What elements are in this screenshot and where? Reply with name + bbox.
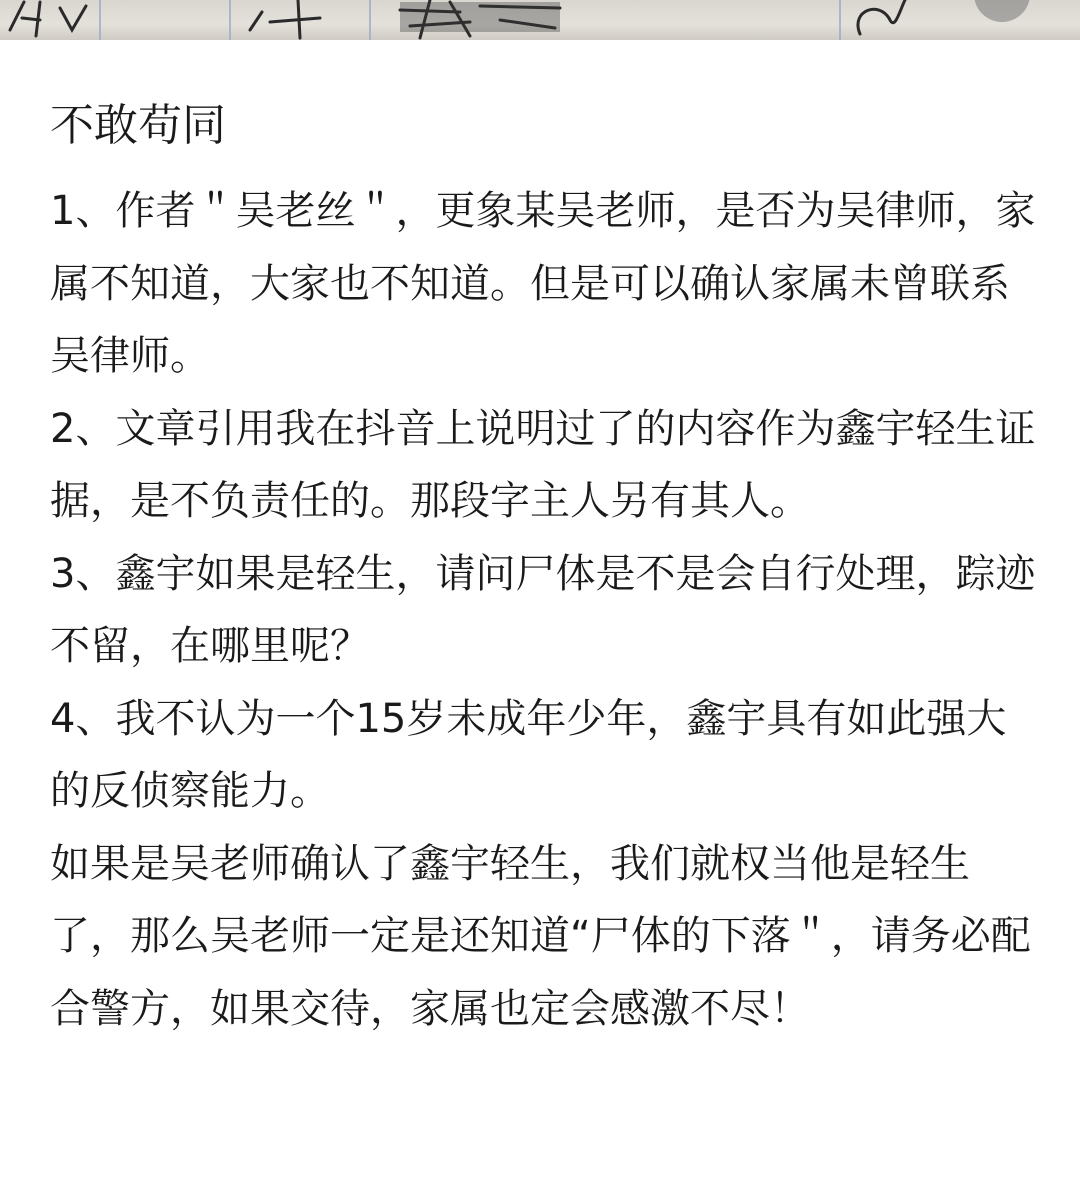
- post-body: [50, 175, 1040, 1045]
- post-paragraph-4: 4、我不认为一个15岁未成年少年，鑫宇具有如此强大的反侦察能力。: [50, 695, 1007, 814]
- post-paragraph-2: 2、文章引用我在抖音上说明过了的内容作为鑫宇轻生证据，是不负责任的。那段字主人另有其人。: [50, 405, 1036, 524]
- post-paragraph-3: 3、鑫宇如果是轻生，请问尸体是不是会自行处理，踪迹不留，在哪里呢？: [50, 550, 1036, 669]
- post-paragraph-1: 1、作者＂吴老丝＂，更象某吴老师，是否为吴律师，家属不知道，大家也不知道。但是可以确认家属未曾联系吴律师。: [50, 188, 1036, 379]
- cropped-handwriting-image: [0, 0, 1080, 40]
- post-content: [50, 88, 1040, 1045]
- handwriting-strokes: [0, 0, 1080, 40]
- post-title: 不敢苟同: [50, 100, 226, 151]
- post-paragraph-5: 如果是吴老师确认了鑫宇轻生，我们就权当他是轻生了，那么吴老师一定是还知道“尸体的下落＂，请务必配合警方，如果交待，家属也定会感激不尽！: [50, 840, 1031, 1032]
